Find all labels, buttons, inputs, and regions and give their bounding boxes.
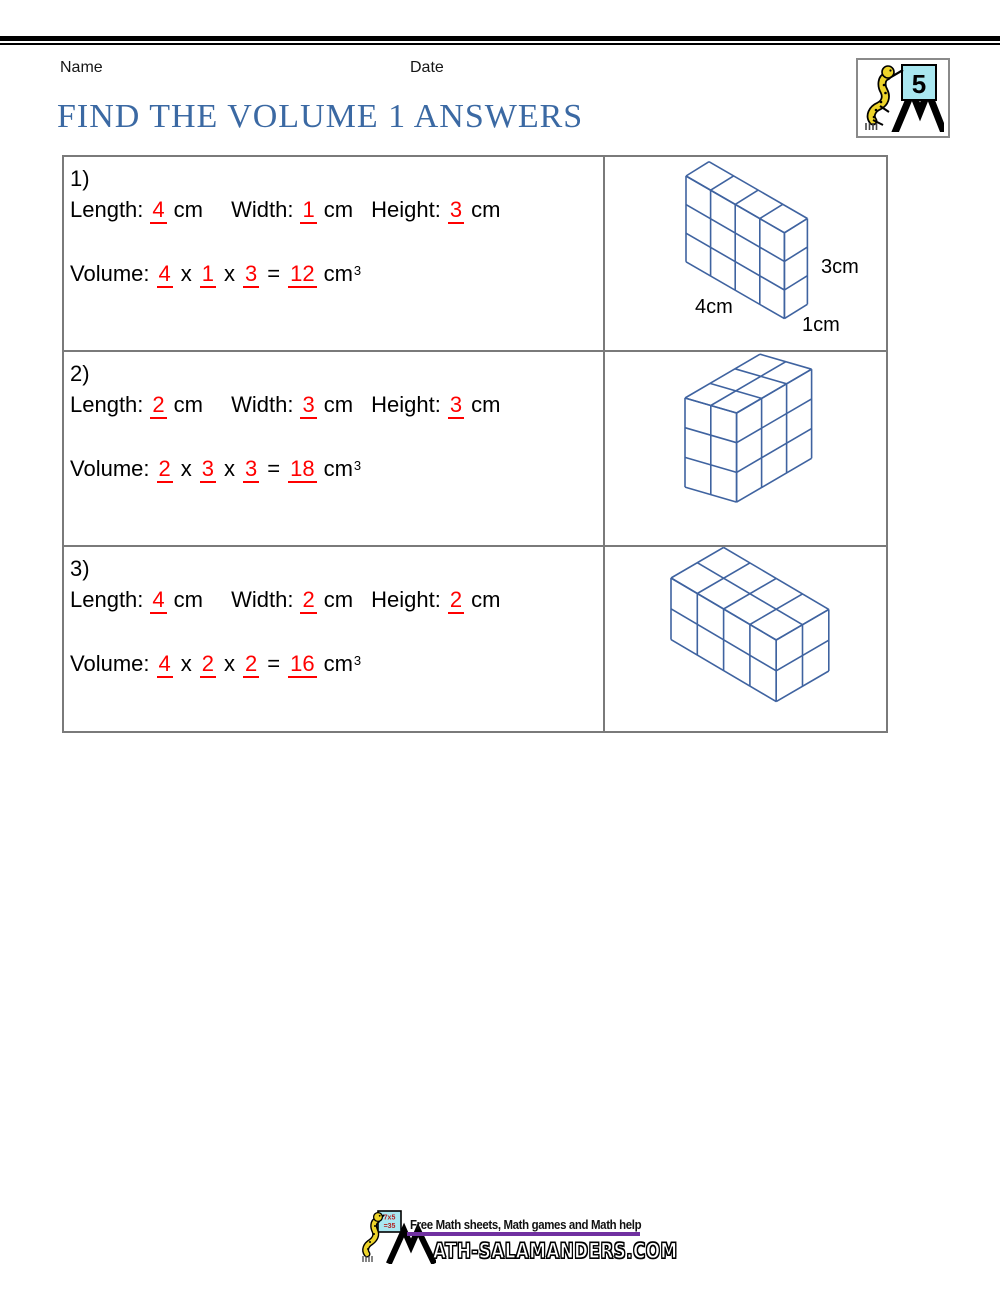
cuboid-figure: [605, 157, 886, 350]
footer-tagline: Free Math sheets, Math games and Math help: [410, 1217, 642, 1232]
page-title: FIND THE VOLUME 1 ANSWERS: [57, 98, 584, 135]
mini-card-line1: 7x5: [383, 1214, 396, 1222]
salamander-eye: [889, 69, 891, 71]
dimensions-line: Length: 2 cm Width: 3 cm Height: 3 cm: [70, 392, 501, 417]
problem-row-3: [64, 547, 886, 731]
salamander-logo-icon: [858, 60, 944, 132]
cuboid-figure: [605, 352, 886, 545]
width-answer: 2: [302, 587, 315, 612]
factor-1: 4: [158, 651, 171, 676]
name-label: Name: [60, 59, 103, 76]
card-number: 5: [911, 69, 927, 99]
problem-row-2: [64, 352, 886, 547]
width-answer: 3: [302, 392, 315, 417]
length-answer: 4: [152, 197, 165, 222]
factor-1: 2: [158, 456, 171, 481]
mini-card-line2: =35: [383, 1223, 396, 1230]
salamander-eye: [379, 1215, 381, 1217]
figure-cell-3: [605, 547, 886, 731]
question-number: 1): [70, 166, 90, 191]
length-answer: 2: [152, 392, 165, 417]
volume-answer: 12: [290, 261, 315, 286]
answers-table: [62, 155, 888, 733]
height-answer: 3: [449, 197, 463, 222]
salamander-head: [882, 66, 894, 78]
dimension-label: 3cm: [821, 256, 859, 278]
factor-2: 3: [201, 456, 214, 481]
factor-2: 1: [201, 261, 214, 286]
dimension-label: 1cm: [802, 314, 840, 336]
problem-1-text: [64, 157, 605, 350]
length-answer: 4: [152, 587, 165, 612]
salamander-head: [374, 1213, 383, 1222]
dimensions-line: Length: 4 cm Width: 2 cm Height: 2 cm: [70, 587, 501, 612]
width-answer: 1: [302, 197, 315, 222]
dimensions-line: Length: 4 cm Width: 1 cm Height: 3 cm: [70, 197, 501, 222]
problem-row-1: [64, 157, 886, 352]
volume-line: Volume: 4 x 1 x 3 = 12 $cm^3$: [70, 261, 362, 286]
volume-answer: 18: [290, 456, 315, 481]
volume-line: Volume: 2 x 3 x 3 = 18 $cm^3$: [70, 456, 362, 481]
problem-2-text: [64, 352, 605, 545]
top-rule-thick: [0, 36, 1000, 41]
volume-answer: 16: [290, 651, 315, 676]
figure-cell-2: [605, 352, 886, 545]
height-answer: 2: [449, 587, 463, 612]
footer-accent-rule: [407, 1232, 640, 1236]
top-rule-thin: [0, 43, 1000, 45]
factor-3: 3: [245, 261, 258, 286]
factor-1: 4: [158, 261, 171, 286]
height-answer: 3: [449, 392, 463, 417]
logo-box: [856, 58, 950, 138]
problem-3-text: [64, 547, 605, 731]
figure-cell-1: [605, 157, 886, 350]
question-number: 2): [70, 361, 90, 386]
cuboid-figure: [605, 547, 886, 731]
volume-line: Volume: 4 x 2 x 2 = 16 $cm^3$: [70, 651, 362, 676]
site-name: ATH-SALAMANDERS.COM: [433, 1239, 678, 1263]
question-number: 3): [70, 556, 90, 581]
dimension-label: 4cm: [695, 296, 733, 318]
factor-3: 3: [245, 456, 258, 481]
factor-2: 2: [201, 651, 214, 676]
date-label: Date: [410, 59, 444, 76]
factor-3: 2: [245, 651, 258, 676]
